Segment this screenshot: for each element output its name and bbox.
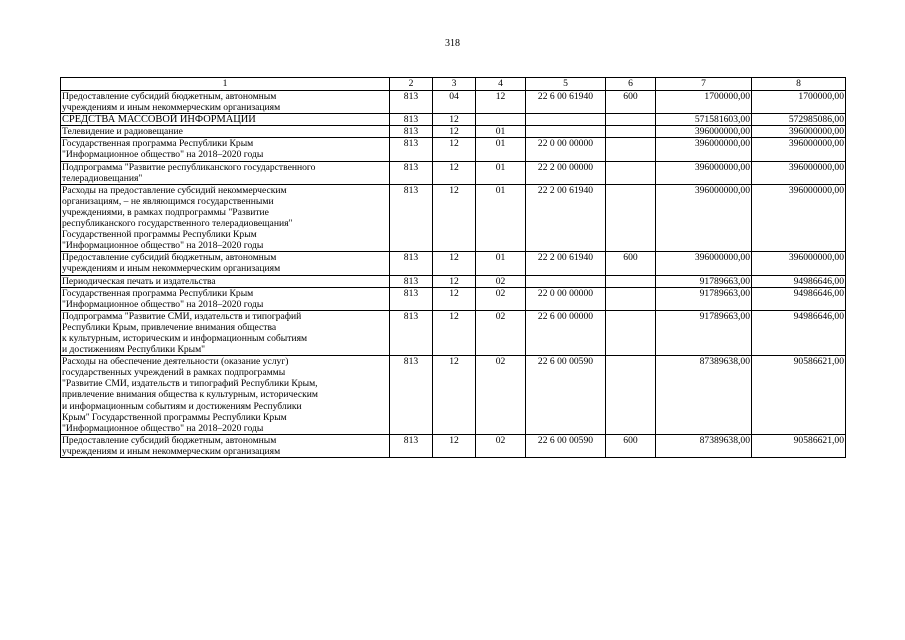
row-subsection: 12 [476, 91, 526, 114]
row-amount-2019: 91789663,00 [656, 275, 752, 287]
row-expense-type [606, 161, 656, 184]
row-name [61, 287, 390, 310]
row-amount-2019: 87389638,00 [656, 434, 752, 457]
row-subsection [476, 114, 526, 126]
row-amount-2020: 396000000,00 [752, 184, 846, 252]
row-amount-2019: 396000000,00 [656, 161, 752, 184]
row-section: 12 [433, 114, 476, 126]
row-amount-2019: 1700000,00 [656, 91, 752, 114]
row-subsection: 01 [476, 161, 526, 184]
row-target-article: 22 2 00 61940 [526, 184, 606, 252]
row-expense-type [606, 287, 656, 310]
row-name-text: Подпрограмма "Развитие республиканского государственного телерадиовещания" [62, 161, 316, 184]
table-row [61, 138, 846, 161]
row-subsection: 01 [476, 138, 526, 161]
row-name [61, 356, 390, 435]
row-amount-2020: 1700000,00 [752, 91, 846, 114]
row-section: 12 [433, 356, 476, 435]
row-target-article: 22 0 00 00000 [526, 287, 606, 310]
row-name [61, 275, 390, 287]
row-amount-2019: 87389638,00 [656, 356, 752, 435]
row-target-article: 22 2 00 00000 [526, 161, 606, 184]
row-target-article: 22 6 00 61940 [526, 91, 606, 114]
table-row [61, 161, 846, 184]
row-subsection: 01 [476, 252, 526, 275]
row-amount-2020: 396000000,00 [752, 138, 846, 161]
row-admin-code: 813 [390, 114, 433, 126]
row-target-article: 22 6 00 00590 [526, 434, 606, 457]
column-header: 6 [606, 78, 656, 91]
row-amount-2019: 396000000,00 [656, 138, 752, 161]
row-amount-2020: 94986646,00 [752, 275, 846, 287]
row-target-article: 22 6 00 00590 [526, 356, 606, 435]
row-subsection: 02 [476, 310, 526, 355]
column-header: 4 [476, 78, 526, 91]
row-subsection: 02 [476, 434, 526, 457]
row-section: 12 [433, 275, 476, 287]
table-row [61, 91, 846, 114]
row-name-text: Предоставление субсидий бюджетным, автономным учреждениям и иным некоммерческим организациям [62, 434, 281, 457]
row-amount-2019: 396000000,00 [656, 126, 752, 138]
row-admin-code: 813 [390, 356, 433, 435]
row-admin-code: 813 [390, 310, 433, 355]
row-target-article: 22 2 00 61940 [526, 252, 606, 275]
row-name [61, 310, 390, 355]
row-expense-type [606, 114, 656, 126]
row-target-article: 22 0 00 00000 [526, 138, 606, 161]
row-section: 12 [433, 184, 476, 252]
row-amount-2020: 396000000,00 [752, 252, 846, 275]
table-row [61, 126, 846, 138]
row-admin-code: 813 [390, 434, 433, 457]
row-name [61, 161, 390, 184]
row-admin-code: 813 [390, 126, 433, 138]
row-amount-2020: 90586621,00 [752, 434, 846, 457]
row-name-text: Телевидение и радиовещание [62, 126, 183, 138]
row-admin-code: 813 [390, 252, 433, 275]
row-expense-type: 600 [606, 91, 656, 114]
row-name [61, 434, 390, 457]
row-section: 04 [433, 91, 476, 114]
row-amount-2020: 396000000,00 [752, 126, 846, 138]
row-expense-type [606, 356, 656, 435]
row-section: 12 [433, 126, 476, 138]
row-expense-type [606, 138, 656, 161]
row-expense-type: 600 [606, 434, 656, 457]
row-admin-code: 813 [390, 184, 433, 252]
row-name-text: Государственная программа Республики Крым "Информационное общество" на 2018–2020 годы [62, 138, 264, 161]
column-header: 3 [433, 78, 476, 91]
row-section: 12 [433, 287, 476, 310]
row-amount-2020: 90586621,00 [752, 356, 846, 435]
column-header: 8 [752, 78, 846, 91]
row-name [61, 252, 390, 275]
row-section: 12 [433, 310, 476, 355]
row-name-text: Расходы на обеспечение деятельности (оказание услуг) государственных учреждений в рамках подпрограммы "Развитие СМИ, издательств и типографий Республики Крым, привлечение внимания общества к культурным, историческим и информационным событиям и достижениям Республики Крым" Государственной программы Республики Крым "Информационное общество" на 2018–2020 годы [62, 356, 318, 434]
row-section: 12 [433, 161, 476, 184]
row-amount-2020: 396000000,00 [752, 161, 846, 184]
table-row [61, 275, 846, 287]
row-expense-type [606, 310, 656, 355]
row-amount-2019: 91789663,00 [656, 310, 752, 355]
page-number: 318 [445, 38, 460, 49]
row-name [61, 91, 390, 114]
row-admin-code: 813 [390, 138, 433, 161]
row-target-article: 22 6 00 00000 [526, 310, 606, 355]
table-row [61, 310, 846, 355]
row-section: 12 [433, 252, 476, 275]
row-target-article [526, 275, 606, 287]
row-name [61, 184, 390, 252]
row-name [61, 114, 390, 126]
row-subsection: 02 [476, 287, 526, 310]
row-admin-code: 813 [390, 275, 433, 287]
row-amount-2019: 396000000,00 [656, 252, 752, 275]
column-header: 1 [61, 78, 390, 91]
row-name [61, 126, 390, 138]
row-admin-code: 813 [390, 91, 433, 114]
table-row [61, 287, 846, 310]
row-name-text: Подпрограмма "Развитие СМИ, издательств и типографий Республики Крым, привлечение внимания общества к культурным, историческим и информационным событиям и достижениям Республики Крым" [62, 310, 308, 356]
table-row [61, 356, 846, 435]
row-target-article [526, 114, 606, 126]
row-expense-type [606, 275, 656, 287]
row-subsection: 01 [476, 184, 526, 252]
row-amount-2019: 91789663,00 [656, 287, 752, 310]
row-admin-code: 813 [390, 161, 433, 184]
row-name-text: СРЕДСТВА МАССОВОЙ ИНФОРМАЦИИ [62, 114, 256, 126]
budget-table [60, 77, 846, 458]
row-section: 12 [433, 138, 476, 161]
table-row [61, 114, 846, 126]
table-row [61, 184, 846, 252]
table-body [61, 91, 846, 458]
column-header: 7 [656, 78, 752, 91]
table-header-row [61, 78, 846, 91]
row-subsection: 02 [476, 275, 526, 287]
column-header: 5 [526, 78, 606, 91]
row-name-text: Предоставление субсидий бюджетным, автономным учреждениям и иным некоммерческим организациям [62, 252, 281, 275]
row-name-text: Предоставление субсидий бюджетным, автономным учреждениям и иным некоммерческим организациям [62, 91, 281, 114]
row-subsection: 02 [476, 356, 526, 435]
row-expense-type: 600 [606, 252, 656, 275]
row-target-article [526, 126, 606, 138]
row-admin-code: 813 [390, 287, 433, 310]
row-expense-type [606, 184, 656, 252]
row-amount-2019: 571581603,00 [656, 114, 752, 126]
row-amount-2019: 396000000,00 [656, 184, 752, 252]
table-row [61, 434, 846, 457]
row-name-text: Государственная программа Республики Крым "Информационное общество" на 2018–2020 годы [62, 287, 264, 310]
row-name [61, 138, 390, 161]
row-section: 12 [433, 434, 476, 457]
row-amount-2020: 572985086,00 [752, 114, 846, 126]
row-amount-2020: 94986646,00 [752, 287, 846, 310]
row-subsection: 01 [476, 126, 526, 138]
column-header: 2 [390, 78, 433, 91]
row-name-text: Периодическая печать и издательства [62, 275, 216, 287]
table-row [61, 252, 846, 275]
row-expense-type [606, 126, 656, 138]
row-amount-2020: 94986646,00 [752, 310, 846, 355]
row-name-text: Расходы на предоставление субсидий некоммерческим организациям, – не являющимся государственными учреждениями, в рамках подпрограммы "Развитие республиканского государственного телерадиовещания" Государственной программы Республики Крым "Информационное общество" на 2018–2020 годы [62, 184, 293, 252]
